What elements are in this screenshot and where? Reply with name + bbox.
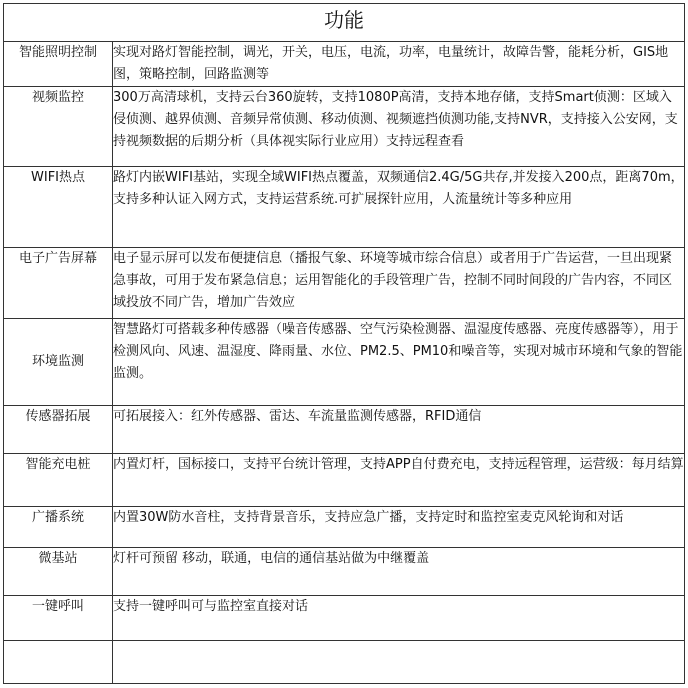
row-desc-one-key-call: 支持一键呼叫可与监控室直接对话 <box>113 596 685 641</box>
row-name-digital-signage: 电子广告屏幕 <box>18 251 97 266</box>
table-row <box>4 248 685 319</box>
table-row <box>4 319 685 406</box>
table-row <box>4 507 685 548</box>
row-desc-digital-signage: 电子显示屏可以发布便捷信息（播报气象、环境等城市综合信息）或者用于广告运营，一旦出现紧急事故，可用于发布紧急信息；运用智能化的手段管理广告，控制不同时间段的广告内容，不同区域投放不同广告，增加广告效应 <box>113 248 685 319</box>
row-name-sensor-expansion: 传感器拓展 <box>25 409 91 424</box>
table-title: 功能 <box>4 4 685 42</box>
table-row <box>4 596 685 641</box>
row-desc-broadcast-system: 内置30W防水音柱，支持背景音乐，支持应急广播，支持定时和监控室麦克风轮询和对话 <box>113 507 685 548</box>
row-name-micro-base-station: 微基站 <box>38 551 78 566</box>
row-desc-micro-base-station: 灯杆可预留 移动，联通，电信的通信基站做为中继覆盖 <box>113 548 685 596</box>
function-table <box>3 3 685 684</box>
row-desc-charging-pile: 内置灯杆，国标接口，支持平台统计管理，支持APP自付费充电，支持远程管理，运营级：每月结算 <box>113 454 685 507</box>
table-row <box>4 406 685 454</box>
row-desc-video-surveillance: 300万高清球机，支持云台360旋转，支持1080P高清，支持本地存储，支持Smart侦测：区域入侵侦测、越界侦测、音频异常侦测、移动侦测、视频遮挡侦测功能,支持NVR，支持接入公安网，支持视频数据的后期分析（具体视实际行业应用）支持远程查看 <box>113 87 685 167</box>
empty-name-cell <box>4 641 113 684</box>
row-name-environment-monitoring: 环境监测 <box>31 354 84 369</box>
row-name-wifi-hotspot: WIFI热点 <box>31 170 85 185</box>
row-name-broadcast-system: 广播系统 <box>31 510 84 525</box>
row-desc-wifi-hotspot: 路灯内嵌WIFI基站，实现全域WIFI热点覆盖，双频通信2.4G/5G共存,并发接入200点，距离70m，支持多种认证入网方式，支持运营系统.可扩展探针应用，人流量统计等多种应用 <box>113 167 685 248</box>
empty-desc-cell <box>113 641 685 684</box>
row-name-charging-pile: 智能充电桩 <box>25 457 91 472</box>
row-desc-environment-monitoring: 智慧路灯可搭载多种传感器（噪音传感器、空气污染检测器、温湿度传感器、亮度传感器等），用于检测风向、风速、温湿度、降雨量、水位、PM2.5、PM10和噪音等，实现对城市环境和气象的智能监测。 <box>113 319 685 406</box>
table-row <box>4 167 685 248</box>
row-name-video-surveillance: 视频监控 <box>31 90 84 105</box>
table-row <box>4 454 685 507</box>
table-row-empty <box>4 641 685 684</box>
table-row <box>4 87 685 167</box>
table-header-row <box>4 4 685 42</box>
row-name-smart-lighting: 智能照明控制 <box>18 45 97 60</box>
row-desc-smart-lighting: 实现对路灯智能控制，调光，开关，电压，电流，功率，电量统计，故障告警，能耗分析，GIS地图，策略控制，回路监测等 <box>113 42 685 87</box>
row-name-one-key-call: 一键呼叫 <box>31 599 84 614</box>
table-row <box>4 548 685 596</box>
row-desc-sensor-expansion: 可拓展接入：红外传感器、雷达、车流量监测传感器，RFID通信 <box>113 406 685 454</box>
table-row <box>4 42 685 87</box>
